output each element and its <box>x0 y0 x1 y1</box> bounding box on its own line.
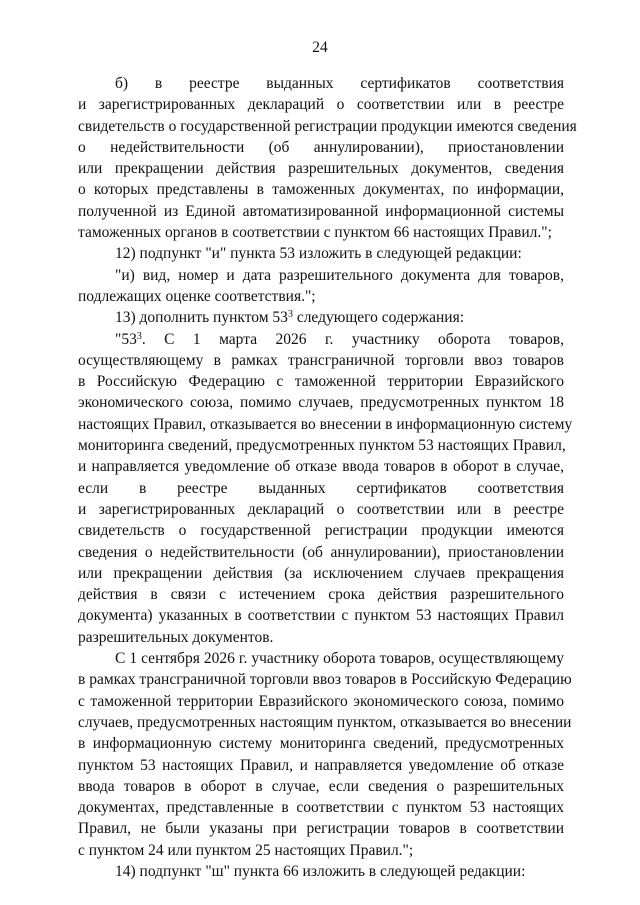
paragraph-sept-2026 <box>78 648 572 861</box>
superscript: 3 <box>287 309 293 321</box>
text-line <box>78 329 564 350</box>
text-line: 12) подпункт "и" пункта 53 изложить в следующей редакции: <box>115 245 522 263</box>
text-fragment: . С 1 марта 2026 г. участнику оборота товаров, <box>141 330 564 348</box>
text-line: действия в связи с истечением срока действия разрешительного <box>78 586 564 604</box>
text-line: свидетельств о государственной регистрации продукции имеются <box>78 522 564 540</box>
paragraph-quote-53-3 <box>78 329 573 648</box>
text-line: и зарегистрированных деклараций о соответствии или в реестре <box>78 500 564 518</box>
text-line: в Российскую Федерацию с таможенной территории Евразийского <box>78 373 564 391</box>
text-line: документа) указанных в соответствии с пунктом 53 настоящих Правил <box>78 607 564 625</box>
paragraph-item-12 <box>78 243 564 264</box>
text-line: в информационную систему мониторинга сведений, предусмотренных <box>78 735 564 753</box>
text-line: случаев, предусмотренных настоящим пунктом, отказывается во внесении <box>78 713 572 731</box>
text-fragment: "53 <box>115 330 137 348</box>
text-fragment: 13) дополнить пунктом 53 <box>115 309 288 327</box>
text-line: и направляется уведомление об отказе ввода товаров в оборот в случае, <box>78 458 564 476</box>
text-line: таможенных органов в соответствии с пунктом 66 настоящих Правил."; <box>78 224 552 242</box>
text-line: Правил, не были указаны при регистрации товаров в соответствии <box>78 820 564 838</box>
text-line: свидетельств о государственной регистрации продукции имеются сведения <box>78 117 577 135</box>
text-fragment: следующего содержания: <box>292 309 465 327</box>
text-line: документах, представленные в соответствии с пунктом 53 настоящих <box>78 799 564 817</box>
text-line: ввода товаров в оборот в случае, если сведения о разрешительных <box>78 777 564 795</box>
text-line: или прекращении действия (за исключением случаев прекращения <box>78 564 564 582</box>
text-line: С 1 сентября 2026 г. участнику оборота товаров, осуществляющему <box>115 650 564 668</box>
document-body <box>78 73 577 882</box>
text-line: б) в реестре выданных сертификатов соответствия <box>115 75 564 92</box>
text-line: полученной из Единой автоматизированной информационной системы <box>78 202 564 220</box>
paragraph-quote-i <box>78 265 564 308</box>
text-line: мониторинга сведений, предусмотренных пунктом 53 настоящих Правил, <box>78 437 566 455</box>
text-line: или прекращении действия разрешительных документов, сведения <box>78 160 564 178</box>
text-line: разрешительных документов. <box>78 628 274 646</box>
text-line: экономического союза, помимо случаев, предусмотренных пунктом 18 <box>78 394 564 412</box>
text-line: осуществляющему в рамках трансграничной торговли ввоз товаров <box>78 351 564 369</box>
text-line: с таможенной территории Евразийского экономического союза, помимо <box>78 692 564 710</box>
text-line: пунктом 53 настоящих Правил, и направляется уведомление об отказе <box>78 756 564 774</box>
text-line: сведения о недействительности (об аннулировании), приостановлении <box>78 543 564 561</box>
page-number: 24 <box>312 39 328 56</box>
text-line: настоящих Правил, отказывается во внесении в информационную систему <box>78 415 573 433</box>
text-line: в рамках трансграничной торговли ввоз товаров в Российскую Федерацию <box>78 671 572 689</box>
superscript: 3 <box>136 330 142 342</box>
text-line <box>78 307 564 328</box>
paragraph-item-13 <box>78 307 564 328</box>
text-line: о которых представлены в таможенных документах, по информации, <box>78 181 564 199</box>
paragraph-b <box>78 73 577 243</box>
text-line: 14) подпункт "ш" пункта 66 изложить в следующей редакции: <box>115 862 526 880</box>
text-line: о недействительности (об аннулировании), приостановлении <box>78 138 564 156</box>
text-line: если в реестре выданных сертификатов соответствия <box>78 479 564 497</box>
text-line: и зарегистрированных деклараций о соответствии или в реестре <box>78 96 564 114</box>
text-line: подлежащих оценке соответствия."; <box>78 287 316 305</box>
text-line: с пунктом 24 или пунктом 25 настоящих Правил."; <box>78 841 414 859</box>
text-line: "и) вид, номер и дата разрешительного документа для товаров, <box>115 266 564 284</box>
paragraph-item-14 <box>78 861 564 882</box>
